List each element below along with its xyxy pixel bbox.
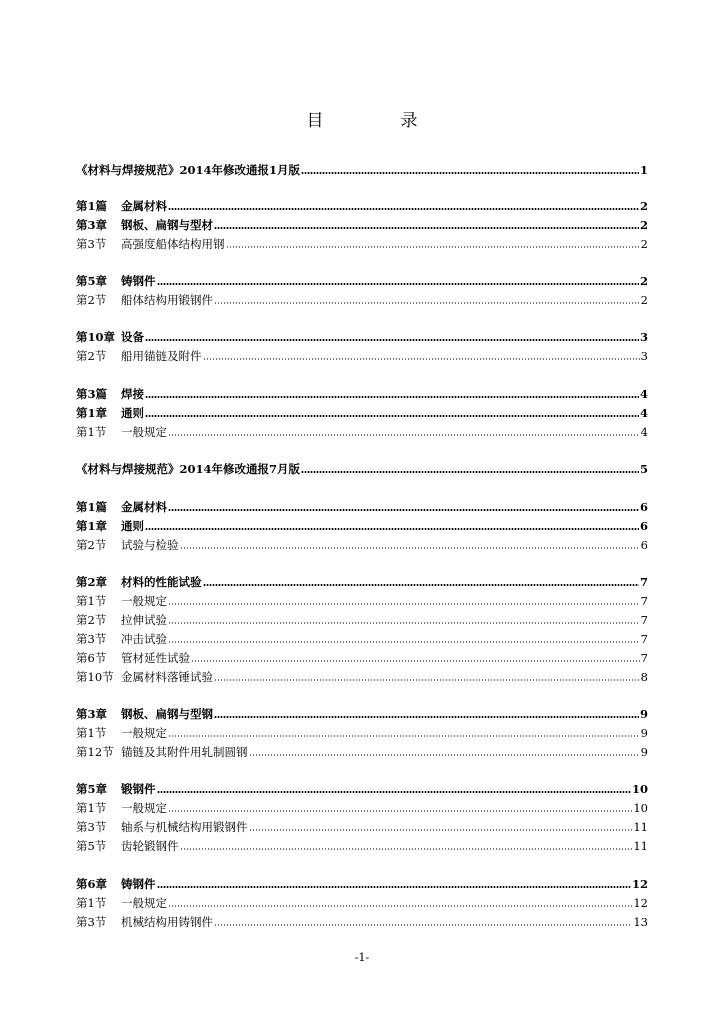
toc-entry[interactable] [76,817,648,834]
toc-entry-number: 第6章 [76,877,108,891]
toc-entry-number: 第6节 [76,651,107,665]
toc-entry-page: 10 [633,801,648,815]
toc-entry-title: 冲击试验 [121,632,167,646]
toc-entry-page: 6 [639,519,648,533]
toc-dot-leader [180,547,640,549]
toc-entry-number: 第3节 [76,915,107,929]
toc-dot-leader [168,434,640,436]
toc-entry[interactable] [76,196,648,213]
toc-entry-number: 第3篇 [76,387,108,401]
toc-entry-number: 第1节 [76,896,107,910]
toc-entry-page: 12 [633,896,648,910]
toc-entry[interactable] [76,459,648,476]
toc-entry[interactable] [76,422,648,439]
toc-dot-leader [168,641,640,643]
toc-entry[interactable] [76,290,648,307]
toc-dot-leader [203,584,639,586]
toc-entry-number: 第3节 [76,237,107,251]
page-title: 目 录 [306,111,448,131]
toc-entry-title: 轴系与机械结构用锻钢件 [121,820,248,834]
toc-entry-page: 7 [639,575,648,589]
toc-entry-page: 9 [640,745,648,759]
toc-dot-leader [168,810,632,812]
toc-entry-page: 8 [640,670,648,684]
toc-entry[interactable] [76,667,648,684]
toc-entry-title: 齿轮锻钢件 [121,839,179,853]
toc-entry-page: 4 [639,387,648,401]
toc-entry-page: 3 [640,349,648,363]
toc-entry-title: 高强度船体结构用钢 [121,237,225,251]
toc-dot-leader [214,227,639,229]
toc-entry-title: 钢板、扁钢与型材 [121,218,213,232]
toc-entry-title: 设备 [121,330,144,344]
toc-dot-leader [214,924,632,926]
toc-entry-title: 船体结构用锻钢件 [121,293,213,307]
toc-entry-page: 12 [631,877,648,891]
toc-entry-number: 第5章 [76,782,108,796]
toc-entry[interactable] [76,327,648,344]
toc-entry[interactable] [76,160,648,177]
toc-entry-title: 金属材料 [121,199,167,213]
toc-entry[interactable] [76,629,648,646]
toc-entry-number: 第2节 [76,349,107,363]
page-number-footer: -1- [354,951,370,964]
toc-entry-title: 材料的性能试验 [121,575,202,589]
toc-entry[interactable] [76,591,648,608]
toc-entry-page: 3 [639,330,648,344]
toc-entry-title: 试验与检验 [121,538,179,552]
toc-entry-page: 2 [639,274,648,288]
toc-entry-title: 锚链及其附件用轧制圆钢 [121,745,248,759]
toc-entry-page: 13 [633,915,648,929]
toc-dot-leader [157,886,631,888]
toc-entry-page: 11 [633,820,648,834]
toc-dot-leader [168,509,639,511]
toc-entry-page: 4 [640,425,648,439]
toc-entry-number: 第3节 [76,820,107,834]
toc-entry-page: 6 [639,500,648,514]
toc-dot-leader [249,754,640,756]
toc-entry-number: 第1篇 [76,199,108,213]
toc-entry-page: 9 [639,707,648,721]
toc-entry-page: 4 [639,406,648,420]
toc-entry-title: 一般规定 [121,726,167,740]
toc-entry-title: 船用锚链及附件 [121,349,202,363]
toc-entry-number: 第10节 [76,670,114,684]
toc-dot-leader [168,735,640,737]
toc-dot-leader [249,829,633,831]
toc-entry[interactable] [76,572,648,589]
toc-dot-leader [168,208,639,210]
toc-entry-number: 第2节 [76,293,107,307]
toc-entry-page: 2 [640,293,648,307]
toc-entry-page: 7 [640,651,648,665]
toc-entry[interactable] [76,215,648,232]
toc-entry-number: 第1篇 [76,500,108,514]
toc-entry-number: 第1节 [76,594,107,608]
toc-entry[interactable] [76,893,648,910]
toc-entry[interactable] [76,742,648,759]
toc-entry-number: 第1节 [76,425,107,439]
toc-dot-leader [145,415,639,417]
toc-dot-leader [301,172,639,174]
toc-entry[interactable] [76,723,648,740]
toc-entry-title: 一般规定 [121,594,167,608]
toc-entry-number: 第1章 [76,406,108,420]
toc-entry[interactable] [76,648,648,665]
toc-entry-title: 铸钢件 [121,274,156,288]
toc-dot-leader [214,716,639,718]
toc-entry-title: 通则 [121,406,144,420]
toc-entry-title: 金属材料落锤试验 [121,670,213,684]
toc-entry-number: 第1节 [76,801,107,815]
toc-dot-leader [301,471,639,473]
toc-entry-page: 6 [640,538,648,552]
toc-entry[interactable] [76,798,648,815]
toc-entry-number: 第1章 [76,519,108,533]
toc-dot-leader [203,358,640,360]
toc-dot-leader [214,302,640,304]
toc-entry-page: 1 [639,163,648,177]
toc-entry-page: 2 [639,199,648,213]
toc-entry-number: 第10章 [76,330,116,344]
toc-entry-page: 10 [631,782,648,796]
toc-entry-title: 一般规定 [121,425,167,439]
toc-entry-title: 锻钢件 [121,782,156,796]
toc-entry-number: 第5章 [76,274,108,288]
toc-entry-title: 钢板、扁钢与型钢 [121,707,213,721]
toc-entry[interactable] [76,535,648,552]
toc-dot-leader [145,339,639,341]
toc-dot-leader [157,283,639,285]
toc-entry-number: 第3章 [76,707,108,721]
toc-dot-leader [157,791,631,793]
toc-entry-number: 第2节 [76,538,107,552]
toc-dot-leader [214,679,640,681]
toc-entry-title: 《材料与焊接规范》2014年修改通报7月版 [76,462,301,476]
toc-entry[interactable] [76,836,648,853]
toc-entry-page: 5 [639,462,648,476]
toc-dot-leader [168,622,640,624]
toc-entry[interactable] [76,271,648,288]
toc-dot-leader [168,905,632,907]
toc-dot-leader [191,660,640,662]
toc-entry-page: 2 [640,237,648,251]
toc-entry-number: 第2节 [76,613,107,627]
toc-entry-title: 《材料与焊接规范》2014年修改通报1月版 [76,163,301,177]
toc-entry-title: 机械结构用铸钢件 [121,915,213,929]
toc-entry-page: 11 [633,839,648,853]
toc-dot-leader [168,603,640,605]
toc-entry-page: 9 [640,726,648,740]
toc-entry[interactable] [76,403,648,420]
toc-entry-number: 第12节 [76,745,114,759]
toc-entry[interactable] [76,912,648,929]
toc-entry-number: 第2章 [76,575,108,589]
toc-entry[interactable] [76,234,648,251]
toc-entry[interactable] [76,346,648,363]
toc-entry[interactable] [76,704,648,721]
toc-entry-page: 7 [640,594,648,608]
toc-dot-leader [180,848,633,850]
toc-entry-page: 2 [639,218,648,232]
toc-entry-page: 7 [640,613,648,627]
toc-entry-number: 第5节 [76,839,107,853]
toc-entry-title: 铸钢件 [121,877,156,891]
toc-entry-page: 7 [640,632,648,646]
toc-entry-title: 通则 [121,519,144,533]
toc-entry-number: 第3章 [76,218,108,232]
toc-entry-title: 金属材料 [121,500,167,514]
toc-entry[interactable] [76,384,648,401]
toc-dot-leader [226,246,640,248]
toc-dot-leader [145,528,639,530]
toc-entry[interactable] [76,497,648,514]
toc-entry-number: 第3节 [76,632,107,646]
toc-entry[interactable] [76,610,648,627]
toc-entry-title: 焊接 [121,387,144,401]
toc-entry[interactable] [76,874,648,891]
toc-entry-title: 一般规定 [121,801,167,815]
toc-entry-title: 拉伸试验 [121,613,167,627]
toc-entry-title: 管材延性试验 [121,651,190,665]
toc-dot-leader [145,396,639,398]
toc-entry[interactable] [76,779,648,796]
toc-entry-number: 第1节 [76,726,107,740]
toc-entry[interactable] [76,516,648,533]
toc-entry-title: 一般规定 [121,896,167,910]
